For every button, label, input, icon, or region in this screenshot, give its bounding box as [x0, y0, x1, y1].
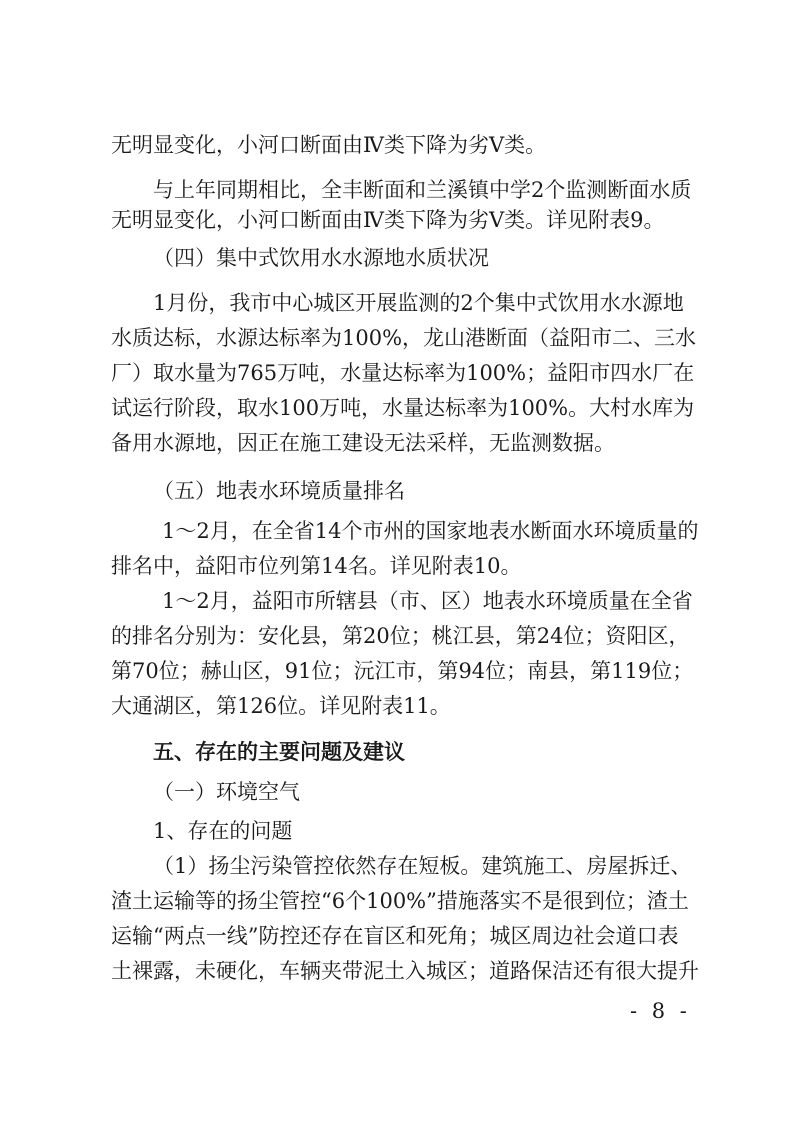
- text-line-6: 水质达标，水源达标率为100%，龙山港断面（益阳市二、三水: [111, 326, 697, 350]
- section-heading-air: （一）环境空气: [153, 780, 300, 804]
- text-line-3: 无明显变化，小河口断面由Ⅳ类下降为劣Ⅴ类。详见附表9。: [111, 208, 665, 232]
- section-heading-water-source: （四）集中式饮用水水源地水质状况: [153, 246, 489, 270]
- text-line-2: 与上年同期相比，全丰断面和兰溪镇中学2个监测断面水质: [153, 178, 692, 202]
- page-number: - 8 -: [630, 999, 691, 1023]
- text-line-9: 备用水源地，因正在施工建设无法采样，无监测数据。: [111, 431, 615, 455]
- text-line-13: 1～2月，益阳市所辖县（市、区）地表水环境质量在全省: [162, 589, 693, 613]
- chapter-heading-problems: 五、存在的主要问题及建议: [153, 740, 405, 764]
- subsection-heading-issues: 1、存在的问题: [153, 819, 293, 843]
- text-line-11: 1～2月，在全省14个市州的国家地表水断面水环境质量的: [162, 519, 699, 543]
- text-line-16: 大通湖区，第126位。详见附表11。: [111, 694, 451, 718]
- text-line-1: 无明显变化，小河口断面由Ⅳ类下降为劣Ⅴ类。: [111, 133, 547, 157]
- section-heading-ranking: （五）地表水环境质量排名: [153, 479, 405, 503]
- text-line-5: 1月份，我市中心城区开展监测的2个集中式饮用水水源地: [153, 291, 684, 315]
- text-line-20: （1）扬尘污染管控依然存在短板。建筑施工、房屋拆迁、: [153, 854, 692, 878]
- text-line-21: 渣土运输等的扬尘管控“6个100%”措施落实不是很到位；渣土: [111, 889, 689, 913]
- text-line-8: 试运行阶段，取水100万吨，水量达标率为100%。大村水库为: [111, 396, 695, 420]
- text-line-22: 运输“两点一线”防控还存在盲区和死角；城区周边社会道口表: [111, 924, 679, 948]
- text-line-14: 的排名分别为：安化县，第20位；桃江县，第24位；资阳区，: [111, 624, 690, 648]
- text-line-23: 土裸露，未硬化，车辆夹带泥土入城区；道路保洁还有很大提升: [111, 959, 699, 983]
- text-line-7: 厂）取水量为765万吨，水量达标率为100%；益阳市四水厂在: [111, 361, 695, 385]
- text-line-12: 排名中，益阳市位列第14名。详见附表10。: [111, 554, 522, 578]
- text-line-15: 第70位；赫山区，91位；沅江市，第94位；南县，第119位；: [111, 659, 694, 683]
